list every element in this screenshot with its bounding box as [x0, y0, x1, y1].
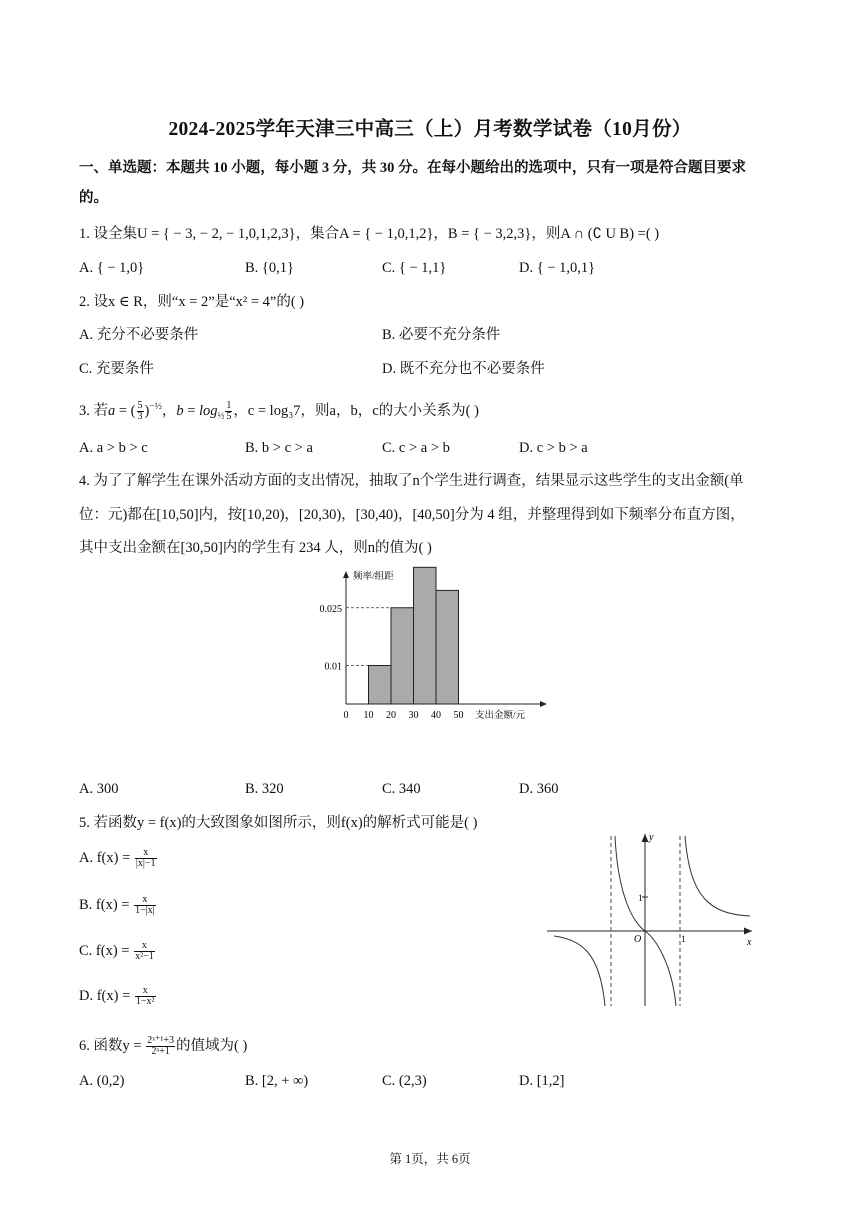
hist-ytick-label: 0.01 [324, 661, 342, 673]
hist-bar-1 [369, 666, 392, 705]
hist-xtick-label: 0 [343, 710, 349, 721]
function-graph [542, 828, 758, 1010]
x-label: x [747, 937, 752, 948]
x-one-label: 1 [681, 935, 686, 945]
question-6-stem: 6. 函数y = $\frac{\text{2ˣ⁺¹+3}}{\text{2ˣ+1}}$ 的值域为( ) [79, 1035, 248, 1058]
q2-option-d: D. 既不充分也不必要条件 [382, 361, 545, 377]
q3-prefix: 3. 若 [79, 402, 108, 419]
hist-bar-2 [391, 608, 414, 704]
curve-left-branch [554, 936, 605, 1006]
hist-xtick-label: 10 [363, 710, 374, 721]
hist-xtick-label: 20 [386, 710, 396, 721]
q2-option-b: B. 必要不充分条件 [382, 327, 501, 343]
q4-option-d: D. 360 [519, 781, 559, 797]
q2-option-c: C. 充要条件 [79, 361, 154, 377]
q1-option-c: C. { − 1,1} [382, 260, 447, 276]
question-3-stem: 3. 若a = ( $\frac{5}{3}$ )$^{-\frac{1}{2}}$，$b = \log_{\frac{1}{2}}$ $\frac{1}{5}$ ，c = log₃7，则a，b，c的大小关系为( ) [79, 400, 479, 422]
question-5-stem: 5. 若函数y = f(x)的大致图象如图所示，则f(x)的解析式可能是( ) [79, 815, 478, 831]
q3-suffix: ，c = log₃7，则a，b，c的大小关系为( ) [233, 402, 479, 419]
origin-label: O [634, 934, 642, 945]
q6-option-b: B. [2, + ∞) [245, 1073, 309, 1089]
q5-option-d: D. f(x) = $\frac{x}{\text{1−x²}}$ [79, 985, 155, 1008]
hist-bar-4 [436, 590, 459, 704]
question-4-line2: 位：元)都在[10,50]内，按[10,20)，[20,30)，[30,40)，[40,50]分为 4 组，并整理得到如下频率分布直方图， [79, 507, 745, 523]
page-footer: 第 1页，共 6页 [389, 1152, 471, 1166]
q1-option-b: B. {0,1} [245, 260, 294, 276]
question-4-line1: 4. 为了了解学生在课外活动方面的支出情况，抽取了n个学生进行调查，结果显示这些学生的支出金额(单 [79, 473, 744, 489]
q1-option-d: D. { − 1,0,1} [519, 260, 596, 276]
q5-option-b: B. f(x) = $\frac{x}{1-|x|}$ [79, 894, 155, 917]
section-heading-cont: 的。 [79, 190, 108, 206]
q5-option-a: A. f(x) = $\frac{x}{|x|-1}$ [79, 847, 156, 870]
hist-xtick-label: 30 [408, 710, 419, 721]
y-one-label: 1 [638, 894, 643, 904]
section-heading: 一、单选题：本题共 10 小题，每小题 3 分，共 30 分。在每小题给出的选项中，只有一项是符合题目要求 [79, 160, 746, 176]
q4-option-a: A. 300 [79, 781, 119, 797]
hist-xtick-label: 40 [431, 710, 441, 721]
q1-option-a: A. { − 1,0} [79, 260, 145, 276]
y-axis-arrow [642, 834, 649, 842]
hist-y-arrow [343, 571, 349, 578]
frequency-histogram [305, 563, 555, 728]
curve-right-branch [685, 836, 750, 916]
q4-option-c: C. 340 [382, 781, 421, 797]
q6-option-d: D. [1,2] [519, 1073, 565, 1089]
hist-x-arrow [540, 701, 547, 707]
q6-option-a: A. (0,2) [79, 1073, 125, 1089]
q2-option-a: A. 充分不必要条件 [79, 327, 199, 343]
q3-option-a: A. a > b > c [79, 440, 148, 456]
question-1-stem: 1. 设全集U = { − 3, − 2, − 1,0,1,2,3}，集合A = { − 1,0,1,2}，B = { − 3,2,3}，则A ∩ (∁ U B) =( ) [79, 226, 660, 242]
q5-option-c: C. f(x) = $\frac{x}{\text{x²−1}}$ [79, 940, 154, 963]
hist-xlabel: 支出金额/元 [475, 711, 526, 721]
x-axis-arrow [744, 928, 752, 935]
hist-ytick-label: 0.025 [319, 603, 342, 615]
hist-xtick-label: 50 [453, 710, 464, 721]
question-2-stem: 2. 设x ∈ R，则“x = 2”是“x² = 4”的( ) [79, 294, 305, 310]
q3-option-b: B. b > c > a [245, 440, 313, 456]
hist-bar-3 [414, 567, 437, 704]
q3-option-c: C. c > a > b [382, 440, 450, 456]
hist-ylabel: 频率/组距 [353, 572, 394, 582]
question-4-line3: 其中支出金额在[30,50]内的学生有 234 人，则n的值为( ) [79, 540, 432, 556]
q6-option-c: C. (2,3) [382, 1073, 427, 1089]
q3-option-d: D. c > b > a [519, 440, 588, 456]
y-label: y [649, 832, 654, 843]
q4-option-b: B. 320 [245, 781, 284, 797]
page-title: 2024-2025学年天津三中高三（上）月考数学试卷（10月份） [168, 119, 692, 140]
